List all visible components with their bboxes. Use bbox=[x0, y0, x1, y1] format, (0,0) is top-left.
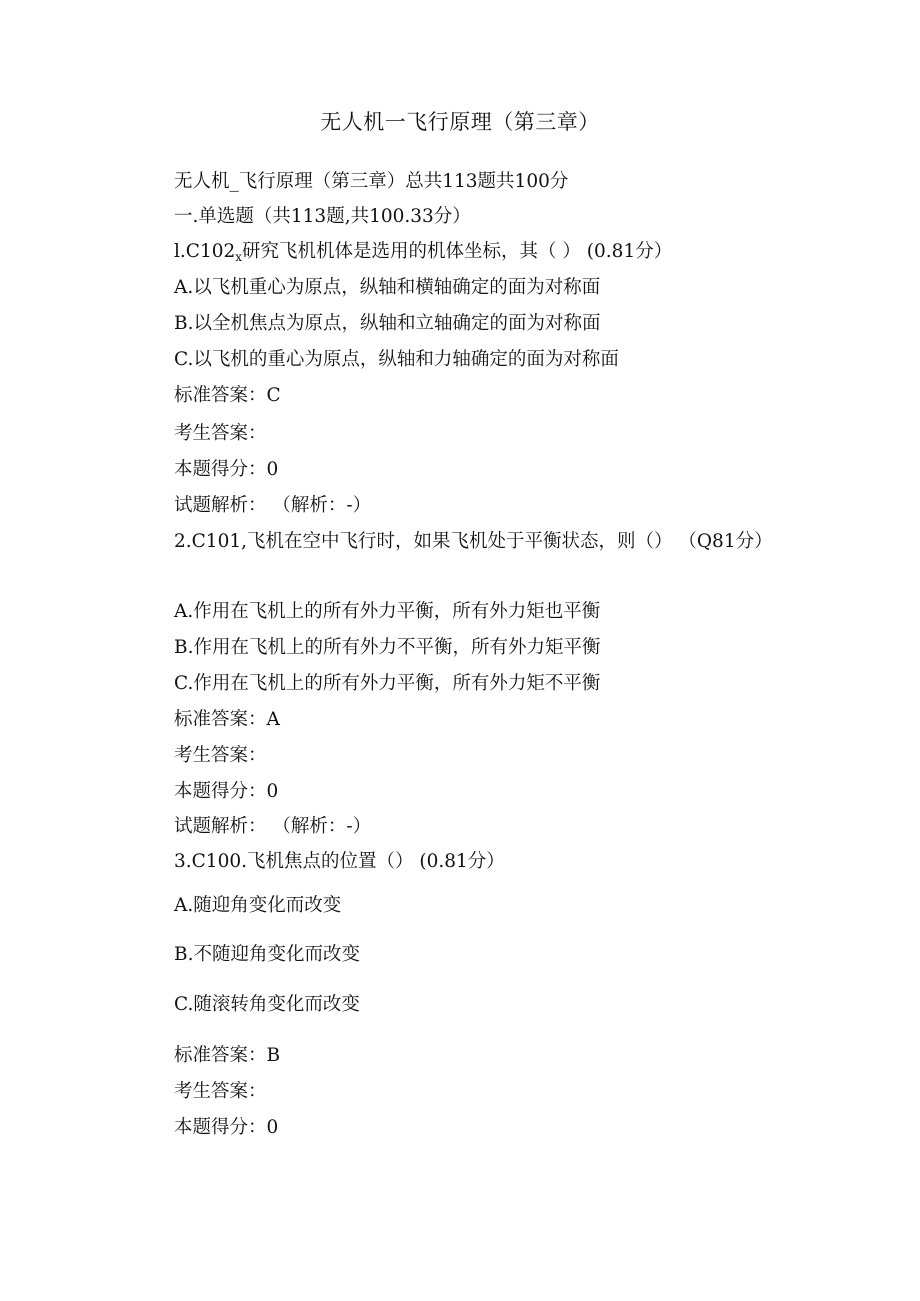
question-2-option-a: A.作用在飞机上的所有外力平衡，所有外力矩也平衡 bbox=[174, 601, 601, 622]
question-2-standard-answer: 标准答案：A bbox=[174, 709, 280, 730]
exam-summary: 无人机_飞行原理（第三章）总共113题共100分 bbox=[174, 171, 569, 192]
question-3-stem: 3.C100.飞机焦点的位置（） (0.81分） bbox=[174, 851, 505, 872]
question-1-standard-answer: 标准答案：C bbox=[174, 385, 281, 406]
question-1-option-a: A.以飞机重心为原点，纵轴和横轴确定的面为对称面 bbox=[174, 277, 601, 298]
question-3-standard-answer: 标准答案：B bbox=[174, 1045, 281, 1066]
question-1-score: 本题得分：0 bbox=[174, 459, 279, 480]
question-1-option-c: C.以飞机的重心为原点，纵轴和力轴确定的面为对称面 bbox=[174, 349, 619, 370]
question-1-student-answer: 考生答案： bbox=[174, 423, 267, 444]
question-3-score: 本题得分：0 bbox=[174, 1117, 279, 1138]
question-2-score: 本题得分：0 bbox=[174, 781, 279, 802]
question-2-option-b: B.作用在飞机上的所有外力不平衡，所有外力矩平衡 bbox=[174, 637, 601, 658]
question-3-option-a: A.随迎角变化而改变 bbox=[174, 895, 342, 916]
question-1-subscript: x bbox=[235, 250, 243, 264]
question-3-option-c: C.随滚转角变化而改变 bbox=[174, 994, 360, 1015]
document-title: 无人机一飞行原理（第三章） bbox=[320, 110, 600, 134]
question-3-student-answer: 考生答案： bbox=[174, 1081, 267, 1102]
question-2-stem: 2.C101,飞机在空中飞行时，如果飞机处于平衡状态，则（） （Q81分） bbox=[174, 531, 773, 552]
question-1-text: 研究飞机机体是选用的机体坐标，其（ ） (0.81分） bbox=[242, 241, 673, 262]
section-heading: 一.单选题（共113题,共100.33分） bbox=[174, 206, 471, 227]
question-2-option-c: C.作用在飞机上的所有外力平衡，所有外力矩不平衡 bbox=[174, 673, 601, 694]
question-1-option-b: B.以全机焦点为原点，纵轴和立轴确定的面为对称面 bbox=[174, 313, 601, 334]
question-2-analysis: 试题解析： （解析：-） bbox=[174, 816, 372, 837]
question-3-option-b: B.不随迎角变化而改变 bbox=[174, 944, 360, 965]
question-1-number: l.C102 bbox=[174, 241, 236, 262]
question-2-student-answer: 考生答案： bbox=[174, 745, 267, 766]
question-1-stem bbox=[174, 238, 672, 266]
question-1-analysis: 试题解析： （解析：-） bbox=[174, 495, 372, 516]
